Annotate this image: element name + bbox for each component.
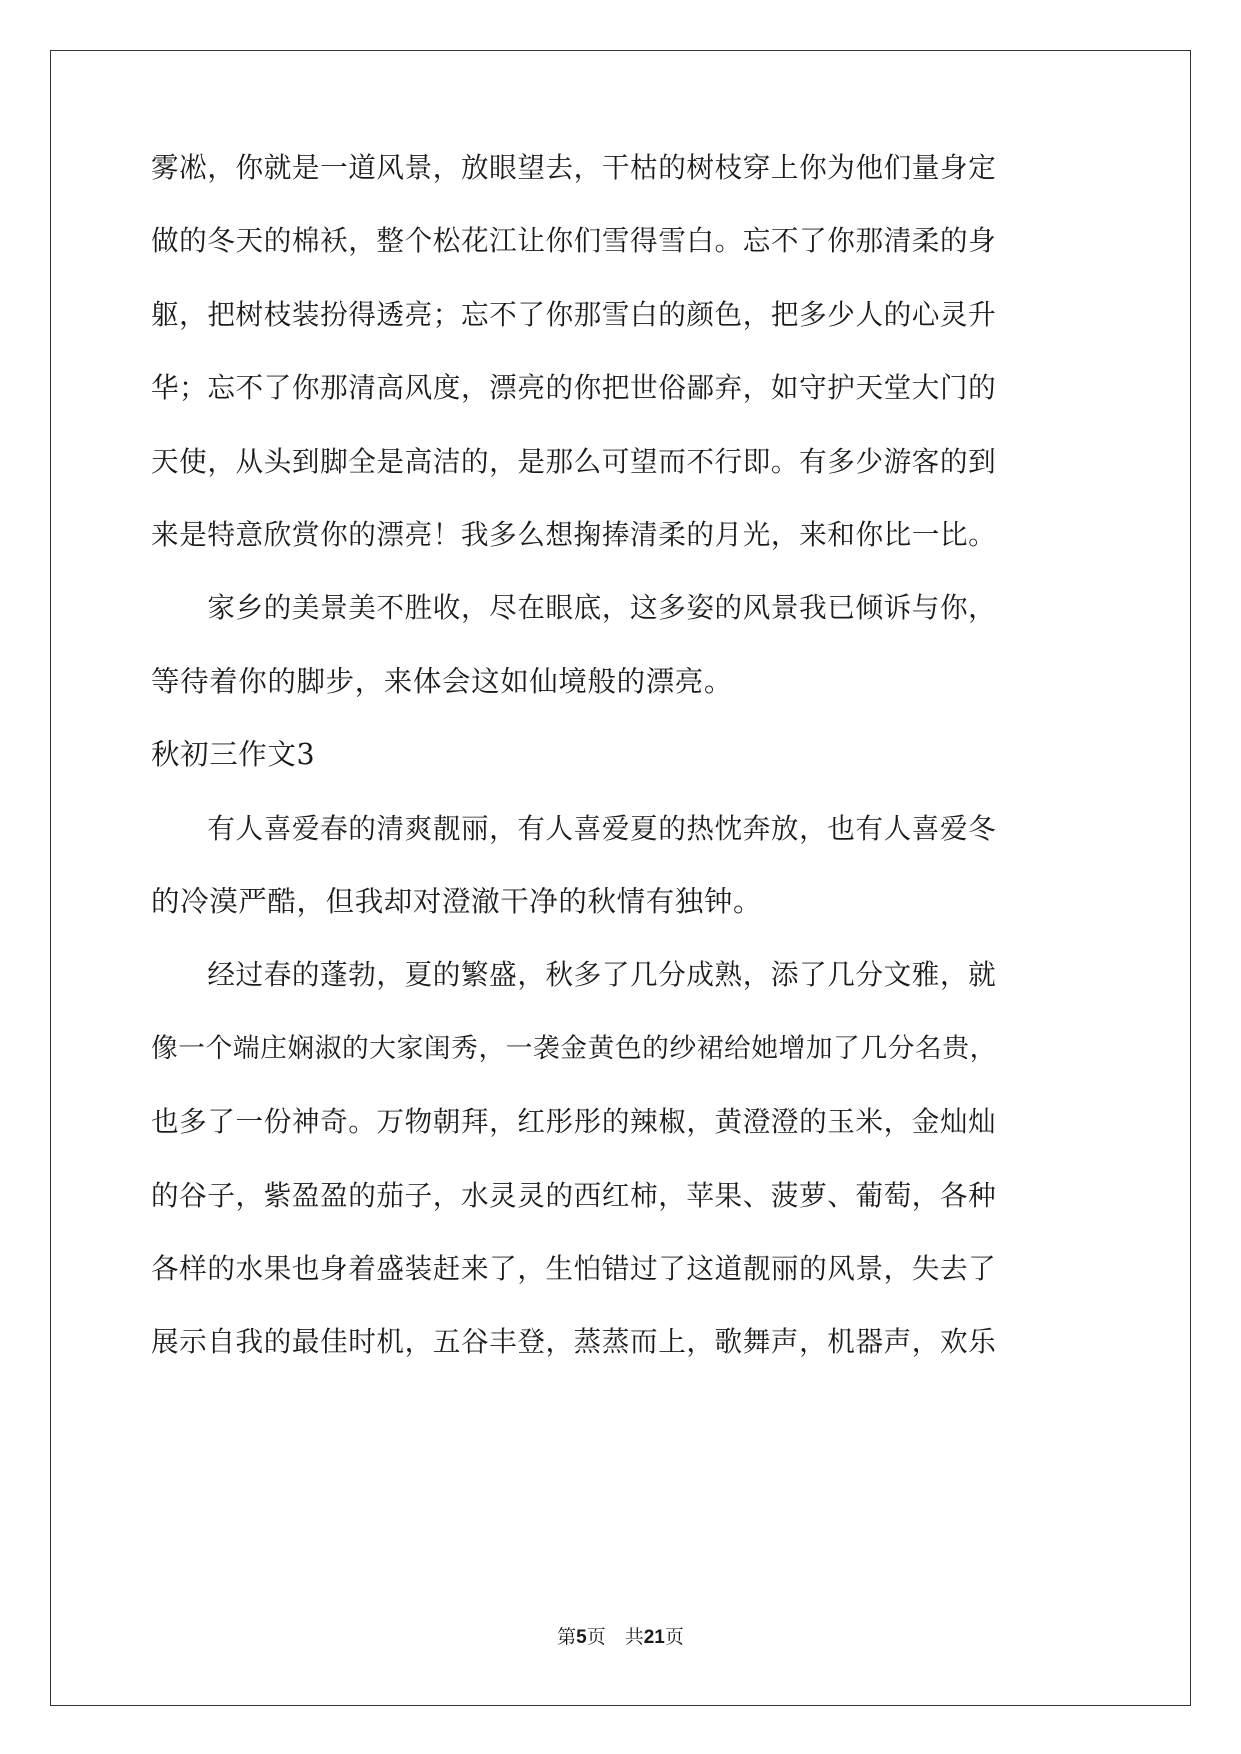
page-footer [0, 1625, 1241, 1650]
text-line-8: 等待着你的脚步，来体会这如仙境般的漂亮。 [151, 664, 734, 698]
footer-page-suffix: 页 共 [586, 1626, 644, 1648]
text-line-6: 来是特意欣赏你的漂亮！我多么想掬捧清柔的月光，来和你比一比。 [151, 518, 997, 551]
text-line-3: 躯，把树枝装扮得透亮；忘不了你那雪白的颜色，把多少人的心灵升 [151, 297, 997, 331]
section-heading: 秋初三作文3 [151, 738, 316, 772]
footer-total-suffix: 页 [664, 1626, 684, 1648]
text-line-5: 天使，从头到脚全是高洁的，是那么可望而不行即。有多少游客的到 [151, 444, 997, 478]
text-line-10: 有人喜爱春的清爽靓丽，有人喜爱夏的热忱奔放，也有人喜爱冬 [151, 811, 997, 845]
footer-total-pages: 21 [643, 1627, 665, 1648]
text-line-2: 做的冬天的棉袄，整个松花江让你们雪得雪白。忘不了你那清柔的身 [151, 224, 997, 258]
text-line-11: 的冷漠严酷，但我却对澄澈干净的秋情有独钟。 [151, 885, 763, 918]
text-line-4: 华；忘不了你那清高风度，漂亮的你把世俗鄙弃，如守护天堂大门的 [151, 371, 997, 405]
text-line-13: 像一个端庄娴淑的大家闺秀，一袭金黄色的纱裙给她增加了几分名贵， [151, 1032, 997, 1064]
text-line-16: 各样的水果也身着盛装赶来了，生怕错过了这道靓丽的风景，失去了 [151, 1252, 997, 1285]
footer-prefix: 第 [557, 1626, 577, 1648]
text-line-7: 家乡的美景美不胜收，尽在眼底，这多姿的风景我已倾诉与你， [151, 591, 997, 625]
text-line-15: 的谷子，紫盈盈的茄子，水灵灵的西红柿，苹果、菠萝、葡萄，各种 [151, 1178, 997, 1212]
text-line-17: 展示自我的最佳时机，五谷丰登，蒸蒸而上，歌舞声，机器声，欢乐 [151, 1325, 997, 1359]
text-line-14: 也多了一份神奇。万物朝拜，红彤彤的辣椒，黄澄澄的玉米，金灿灿 [151, 1105, 997, 1139]
text-line-1: 雾凇，你就是一道风景，放眼望去，干枯的树枝穿上你为他们量身定 [151, 151, 997, 184]
footer-page-number: 5 [576, 1627, 587, 1648]
text-line-12: 经过春的蓬勃，夏的繁盛，秋多了几分成熟，添了几分文雅，就 [151, 958, 997, 992]
